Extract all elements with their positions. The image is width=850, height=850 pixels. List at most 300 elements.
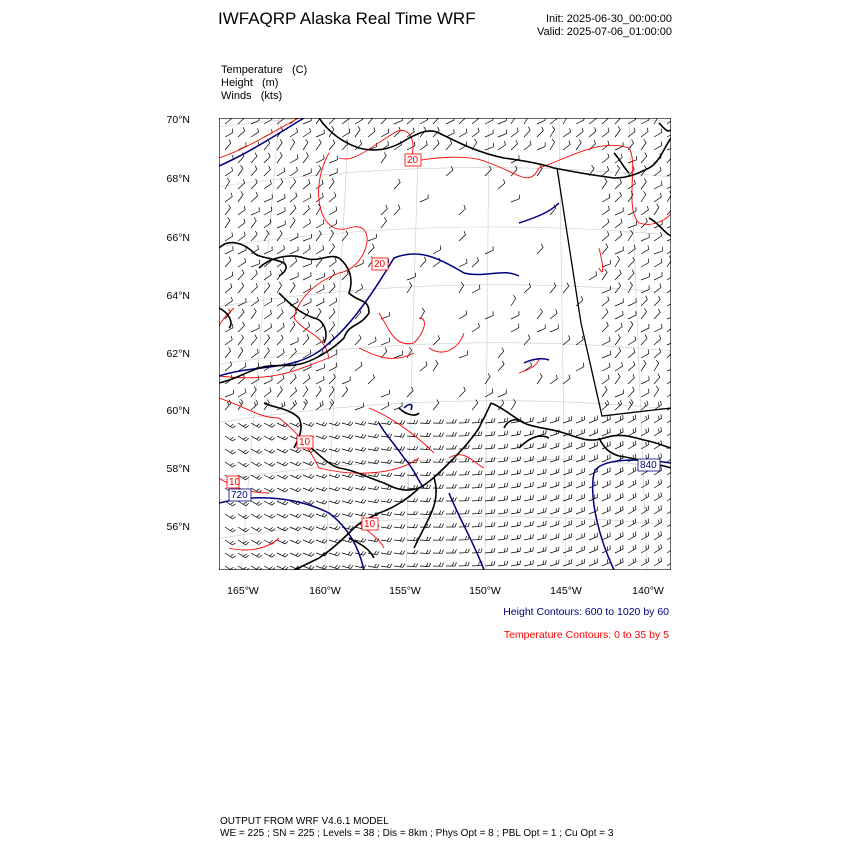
wind-barb [303,169,311,177]
wind-barb [459,118,466,124]
wind-barb [316,273,325,280]
wind-barb [238,206,245,215]
wind-barb [407,347,412,358]
wind-barb [355,460,366,464]
wind-barb [641,545,649,554]
wind-barb [472,497,482,502]
wind-barb [498,141,505,150]
wind-barb [628,298,636,306]
wind-barb [524,534,533,540]
wind-barb [628,532,636,540]
wind-barb [485,373,490,384]
wind-barb [225,436,236,441]
wind-barb [381,402,389,410]
wind-barb [615,480,623,488]
wind-barb [303,399,308,410]
wind-barb [602,219,609,229]
wind-barb [654,386,659,397]
wind-barb [290,449,301,453]
wind-barb [238,179,245,189]
wind-barb [563,546,572,553]
wind-barb [264,271,271,280]
wind-barb [238,309,244,319]
wind-barb [641,245,649,254]
wind-barb [550,310,557,320]
wind-barb [277,462,288,466]
wind-barb [654,272,662,280]
wind-barb [628,545,636,553]
wind-barb [329,140,335,150]
wind-barb [394,472,405,476]
wind-barb [433,360,438,371]
wind-barb [420,420,431,424]
wind-barb [615,493,623,501]
wind-barb [251,376,259,385]
wind-barb [615,179,622,189]
wind-barb [615,219,622,228]
wind-barb [615,390,623,397]
wind-barb [420,141,427,150]
wind-barb [524,335,530,345]
wind-barb [420,550,431,554]
wind-barb [550,417,559,424]
wind-barb [264,388,271,398]
wind-barb [290,257,297,267]
wind-barb [316,435,327,439]
wind-barb [277,282,282,293]
wind-barb [498,418,508,423]
wind-barb [602,506,610,514]
wind-barb [251,166,257,176]
wind-barb [264,462,275,466]
wind-barb [550,508,559,515]
wind-barb [277,501,288,505]
wind-barb [329,297,337,306]
wind-barb [303,552,314,556]
wind-barb [225,129,233,137]
wind-barb [498,561,508,566]
wind-barb [537,534,546,540]
wind-barb [277,349,284,358]
wind-barb [407,387,413,397]
wind-barb [498,470,508,475]
wind-barb [446,510,456,514]
wind-barb [576,139,581,150]
wind-barb [654,414,662,423]
wind-barb [433,550,444,554]
wind-barb [407,563,418,567]
wind-barb [641,139,646,150]
wind-barb [316,308,321,319]
wind-barb [316,474,327,478]
wind-barb [576,416,585,423]
wind-barb [563,416,572,423]
wind-barb [251,475,262,480]
wind-barb [511,509,521,515]
wind-barb [485,509,495,514]
height-label-720: 720 [231,490,248,501]
wind-barb [368,234,376,241]
wind-barb [615,231,622,241]
wind-barb [329,487,340,491]
wind-barb [459,282,464,293]
wind-barb [329,168,337,176]
wind-barb [238,246,246,254]
lat-label-64: 64°N [166,290,190,302]
wind-barb [550,456,559,463]
wind-barb [615,373,620,384]
wind-barb [433,118,439,124]
wind-barb [615,441,623,449]
wind-barb [316,401,323,410]
wind-barb [264,553,275,557]
wind-barb [277,230,282,241]
wind-barb [459,536,469,540]
wind-barb [316,285,324,293]
wind-barb [329,156,337,163]
wind-barb [368,337,376,345]
wind-barb [628,321,633,332]
wind-barb [433,246,441,255]
wind-barb [498,509,508,514]
wind-barb [537,118,545,124]
wind-barb [615,506,623,514]
wind-barb [654,518,662,527]
wind-barb [420,362,427,372]
wind-barb [303,374,310,384]
field-height: Height (m) [221,77,279,89]
wind-barb [615,400,622,410]
wind-barb [303,219,311,228]
wind-barb [277,449,288,453]
wind-barb [485,535,495,540]
wind-barb [303,205,310,215]
wind-barb [381,205,387,215]
wind-barb [316,155,324,163]
wind-barb [355,551,366,555]
wind-barb [589,546,597,553]
wind-barb [498,548,508,553]
wind-barb [303,461,314,465]
wind-barb [238,449,249,454]
wind-barb [316,193,323,202]
temperature-contours-note: Temperature Contours: 0 to 35 by 5 [503,629,669,641]
wind-barb [433,537,444,541]
wind-barb [472,471,482,476]
wind-barb [225,390,234,397]
wind-barb [563,335,570,345]
wind-barb [446,432,456,436]
wind-barb [615,519,623,527]
wind-barb [511,470,521,476]
wind-barb [225,167,233,176]
wind-barb [329,230,334,241]
wind-barb [654,479,662,488]
wind-barb [433,459,444,463]
wind-barb [459,562,469,566]
wind-barb [641,428,649,437]
wind-barb [303,234,312,241]
wind-barb [225,283,232,293]
wind-barb [264,475,275,479]
wind-barb [342,435,353,439]
wind-barb [290,553,301,557]
wind-barb [355,284,363,293]
wind-barb [654,204,659,215]
wind-barb [446,129,454,137]
wind-barb [342,376,350,384]
wind-barb [342,474,353,478]
wind-barb [498,496,508,501]
wind-barb [407,511,418,515]
wind-barb [342,565,353,569]
wind-barb [550,375,557,384]
wind-barb [303,194,311,203]
wind-barb [563,283,569,293]
wind-barb [511,128,518,137]
wind-barb [615,126,620,137]
wind-barb [225,246,233,254]
wind-barb [537,430,546,436]
wind-barb [407,142,415,150]
wind-barb [264,501,275,505]
wind-barb [290,348,296,358]
wind-barb [238,165,243,176]
wind-barb [615,323,622,332]
wind-barb [576,429,585,436]
wind-barb [641,389,649,397]
wind-barb [589,416,597,423]
wind-barb [433,400,439,410]
wind-barb [446,140,452,150]
wind-barb [329,192,336,202]
wind-barb [472,285,480,293]
footer-config: WE = 225 ; SN = 225 ; Levels = 38 ; Dis = 8km ; Phys Opt = 8 ; PBL Opt = 1 ; Cu Opt = 3 [220,828,614,839]
wind-barb [615,532,623,540]
wind-barb [550,534,559,541]
wind-barb [641,296,647,306]
wind-barb [459,419,469,423]
wind-barb [316,220,324,228]
wind-barb [615,283,621,294]
wind-barb [420,472,431,476]
wind-barb [251,207,259,215]
wind-barb [277,553,288,557]
wind-barb [602,454,610,462]
wind-barb [576,118,584,124]
wind-barb [368,434,379,438]
wind-barb [290,205,296,215]
wind-barb [602,467,610,475]
wind-barb [342,448,353,452]
wind-barb [641,308,647,319]
wind-barb [615,415,623,423]
wind-barb [251,514,262,519]
wind-barb [485,470,495,475]
wind-barb [394,563,405,567]
wind-barb [459,129,467,137]
wind-barb [576,128,583,137]
wind-barb [342,387,348,397]
wind-barb [628,428,636,436]
wind-barb [446,445,456,449]
temp-label-10c: 10 [229,477,241,488]
temp-label-20a: 20 [407,155,419,166]
lon-label-150: 150°W [469,585,501,597]
wind-barb [277,475,288,479]
wind-barb [407,282,412,293]
init-time: Init: 2025-06-30_00:00:00 [546,13,672,25]
wind-barb [602,128,609,137]
wind-barb [589,559,597,566]
wind-barb [316,526,327,530]
wind-barb [654,247,663,254]
wind-barb [524,547,533,553]
wind-barb [602,480,610,488]
wind-barb [589,507,597,514]
wind-barb [238,335,244,346]
wind-barb [290,462,301,466]
wind-barb [316,539,327,543]
wind-barb [641,401,648,410]
wind-barb [615,118,621,124]
wind-barb [329,118,336,124]
wind-barb [420,308,425,319]
wind-barb [368,473,379,477]
wind-barb [654,324,662,332]
wind-barb [316,376,324,384]
field-temperature: Temperature (C) [221,64,308,76]
wind-barb [537,443,546,449]
wind-barb [485,522,495,527]
wind-barb [615,207,623,215]
wind-barb [277,375,284,385]
wind-barb [576,507,585,514]
wind-barb [628,128,635,137]
wind-barb [576,494,585,501]
wind-barb [472,128,479,137]
wind-barb [524,482,533,488]
wind-barb [628,257,634,267]
wind-barb [303,335,309,345]
wind-barb [238,270,244,280]
wind-barb [303,565,314,569]
wind-barb [459,387,465,397]
wind-barb [225,272,233,280]
wind-barb [511,548,521,554]
wind-barb [602,375,609,384]
wind-barb [511,311,519,319]
map-panel [219,118,671,570]
wind-barb [225,217,230,228]
wind-barb [290,155,298,163]
wind-barb [628,349,635,359]
wind-barb [511,118,516,124]
wind-barb [238,501,249,506]
wind-barb [407,524,418,528]
wind-barb [446,471,456,475]
wind-barb [615,558,623,566]
wind-barb [628,506,636,514]
wind-barb [264,423,275,427]
wind-barb [576,559,585,566]
wind-barb [225,257,231,267]
wind-barb [537,495,546,501]
wind-barb [303,474,314,478]
wind-barb [355,447,366,451]
lon-label-145: 145°W [550,585,582,597]
wind-barb [290,488,301,492]
wind-barb [225,514,236,519]
wind-barb [654,505,662,514]
wind-barb [550,482,559,489]
wind-barb [329,500,340,504]
wind-barb [251,217,256,228]
wind-barb [368,486,379,490]
wind-barb [550,118,557,124]
wind-barb [537,521,546,527]
wind-barb [628,558,636,566]
wind-barb [355,362,362,371]
wind-barb [654,492,662,501]
wind-barb [472,523,482,528]
wind-barb [342,487,353,491]
wind-barb [550,283,556,293]
wind-barb [641,191,646,202]
wind-barb [264,298,272,307]
wind-barb [381,129,389,137]
wind-barb [303,152,308,163]
wind-barb [485,143,494,150]
wind-barb [602,363,610,371]
wind-barb [303,386,308,397]
wind-barb [277,118,284,124]
wind-barb [537,469,546,475]
border-line [557,168,671,416]
wind-barb [654,118,659,124]
wind-barb [251,423,262,428]
wind-barb [615,165,620,176]
wind-barb [251,179,257,189]
wind-barb [602,286,610,293]
wind-barb [329,552,340,556]
wind-barb [329,178,334,189]
wind-barb [628,441,636,449]
wind-barb [264,310,271,319]
wind-barb [511,324,519,332]
wind-barb [303,513,314,517]
wind-barb [355,421,366,425]
wind-barb [316,422,327,426]
wind-barb [277,139,282,150]
height-label-840: 840 [640,460,657,471]
wind-barb [615,362,623,371]
wind-barb [628,336,636,345]
wind-barb [433,446,444,450]
wind-barb [238,423,249,428]
wind-barb [615,334,620,345]
wind-barb [589,118,596,124]
lon-label-165: 165°W [227,585,259,597]
wind-barb [225,140,231,150]
lon-label-140: 140°W [632,585,664,597]
wind-barb [628,361,635,371]
wind-barb [238,118,245,124]
wind-barb [550,443,559,450]
wind-barb [615,192,621,202]
wind-barb [355,486,366,490]
wind-barb [589,533,597,540]
